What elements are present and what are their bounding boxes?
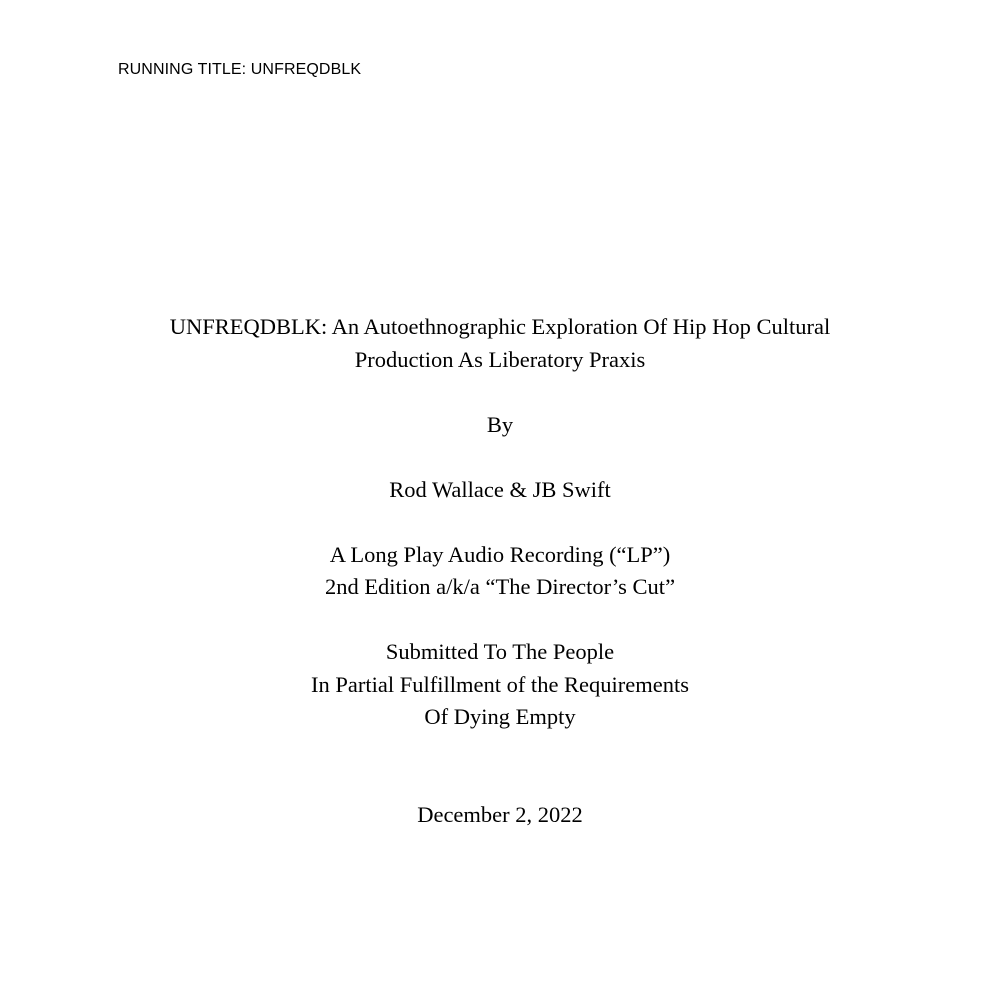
submission-line-3: Of Dying Empty — [424, 704, 576, 729]
format-line-2: 2nd Edition a/k/a “The Director’s Cut” — [324, 574, 676, 599]
authors: Rod Wallace & JB Swift — [389, 476, 611, 502]
spacer — [100, 441, 900, 474]
spacer — [100, 604, 900, 637]
submission-line-1: Submitted To The People — [385, 639, 615, 664]
spacer — [100, 506, 900, 539]
format-line-1: A Long Play Audio Recording (“LP”) — [329, 541, 671, 567]
submission-line-2: In Partial Fulfillment of the Requirements — [310, 671, 690, 697]
spacer — [100, 376, 900, 409]
by-label: By — [486, 411, 514, 437]
title-line-2: Production As Liberatory Praxis — [354, 346, 646, 372]
submission-date: December 2, 2022 — [417, 801, 583, 827]
running-title: RUNNING TITLE: UNFREQDBLK — [118, 61, 362, 78]
spacer — [100, 734, 900, 799]
title-page-block — [100, 311, 900, 831]
title-line-1: UNFREQDBLK: An Autoethnographic Exploration Of Hip Hop Cultural — [169, 314, 831, 339]
